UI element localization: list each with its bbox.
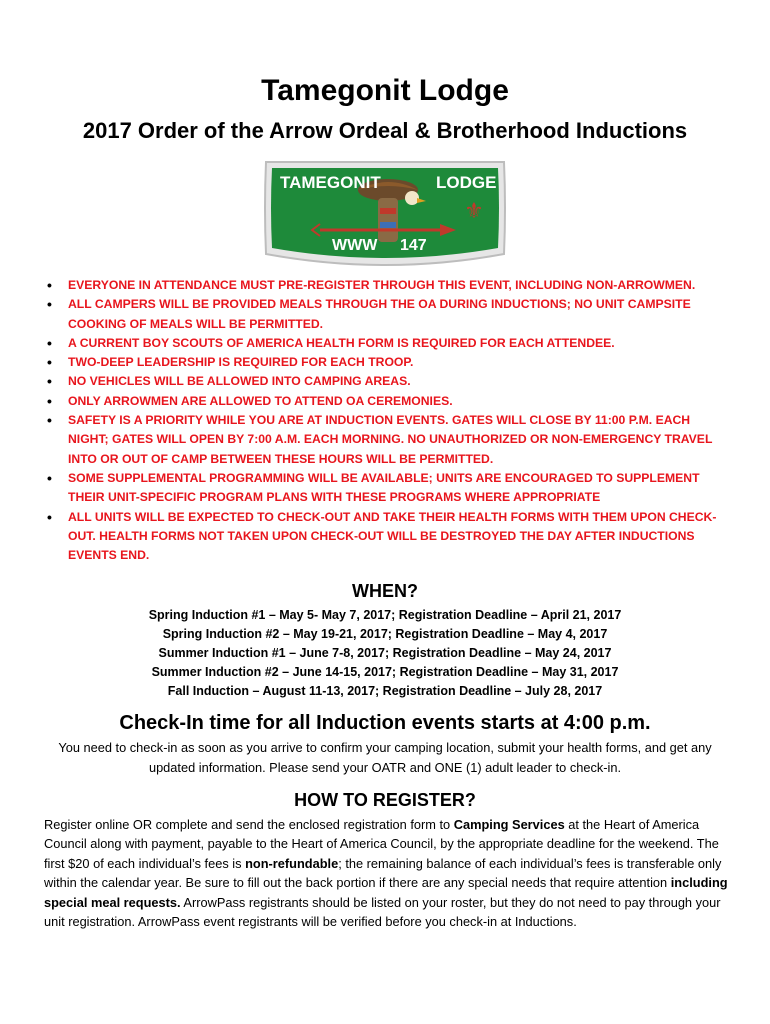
date-line: Summer Induction #2 – June 14-15, 2017; Registration Deadline – May 31, 2017 xyxy=(151,665,619,679)
rule-item: • ALL CAMPERS WILL BE PROVIDED MEALS THROUGH THE OA DURING INDUCTIONS; NO UNIT CAMPSITE COOKING OF MEALS WILL BE PERMITTED. xyxy=(44,295,734,334)
patch-bottom-left-text: WWW xyxy=(332,237,378,254)
document-subtitle: 2017 Order of the Arrow Ordeal & Brotherhood Inductions xyxy=(82,118,688,143)
camping-services-emphasis: Camping Services xyxy=(453,817,565,832)
checkin-heading: Check-In time for all Induction events starts at 4:00 p.m. xyxy=(119,712,651,734)
rule-item: • SAFETY IS A PRIORITY WHILE YOU ARE AT INDUCTION EVENTS. GATES WILL CLOSE BY 11:00 P.M. EACH NIGHT; GATES WILL OPEN BY 7:00 A.M. EACH MORNING. NO UNAUTHORIZED OR NON-EMERGENCY TRAVEL INTO OR OUT OF CAMP BETWEEN THESE HOURS WILL BE PERMITTED. xyxy=(44,411,734,469)
date-line: Spring Induction #2 – May 19-21, 2017; Registration Deadline – May 4, 2017 xyxy=(162,627,608,641)
patch-bottom-right-text: 147 xyxy=(400,237,427,254)
date-line: Summer Induction #1 – June 7-8, 2017; Registration Deadline – May 24, 2017 xyxy=(158,646,612,660)
register-paragraph xyxy=(44,815,734,931)
lodge-flap-patch xyxy=(260,158,510,270)
rule-item: • ONLY ARROWMEN ARE ALLOWED TO ATTEND OA CEREMONIES. xyxy=(44,392,734,411)
rule-item: • NO VEHICLES WILL BE ALLOWED INTO CAMPING AREAS. xyxy=(44,372,734,391)
register-text-1: Register online OR complete and send the enclosed registration form to xyxy=(44,817,454,832)
patch-graphic xyxy=(260,158,510,270)
register-text-2: at the Heart of America Council along with payment, payable to the Heart of America Council, by the appropriate deadline for the weekend. The first $20 of each individual’s fees is xyxy=(44,817,719,871)
non-refundable-emphasis: non-refundable xyxy=(245,855,339,871)
checkin-text: You need to check-in as soon as you arrive to confirm your camping location, submit your health forms, and get any updated information. Please send your OATR and ONE (1) adult leader to check-in. xyxy=(58,740,712,775)
date-line: Fall Induction – August 11-13, 2017; Registration Deadline – July 28, 2017 xyxy=(167,684,603,698)
register-heading: HOW TO REGISTER? xyxy=(294,790,476,810)
rule-item: • SOME SUPPLEMENTAL PROGRAMMING WILL BE AVAILABLE; UNITS ARE ENCOURAGED TO SUPPLEMENT THEIR UNIT-SPECIFIC PROGRAM PLANS WITH THESE PROGRAMS WHERE APPROPRIATE xyxy=(44,469,734,508)
register-text-4: ArrowPass registrants should be listed on your roster, but they do not need to pay through your unit registration. ArrowPass event registrants will be verified before you check-in at Inductions. xyxy=(44,894,721,930)
rule-item: • A CURRENT BOY SCOUTS OF AMERICA HEALTH FORM IS REQUIRED FOR EACH ATTENDEE. xyxy=(44,334,734,353)
register-text-3: ; the remaining balance of each individual’s fees is transferable only within the calendar year. Be sure to fill out the back portion if there are any special needs that require attention xyxy=(44,855,722,891)
date-line: Spring Induction #1 – May 5- May 7, 2017; Registration Deadline – April 21, 2017 xyxy=(148,608,622,622)
when-heading: WHEN? xyxy=(352,581,418,601)
rule-item: • EVERYONE IN ATTENDANCE MUST PRE-REGISTER THROUGH THIS EVENT, INCLUDING NON-ARROWMEN. xyxy=(44,276,734,295)
special-meals-emphasis: including special meal requests. xyxy=(44,875,728,910)
induction-dates xyxy=(0,606,770,701)
rule-item: • ALL UNITS WILL BE EXPECTED TO CHECK-OUT AND TAKE THEIR HEALTH FORMS WITH THEM UPON CHECK-OUT. HEALTH FORMS NOT TAKEN UPON CHECK-OUT WILL BE DESTROYED THE DAY AFTER INDUCTIONS EVENTS END. xyxy=(44,508,734,566)
patch-top-left-text: TAMEGONIT xyxy=(280,173,381,192)
rules-list xyxy=(44,276,734,565)
patch-top-right-text: LODGE xyxy=(436,173,497,192)
fleur-de-lis-icon: ⚜ xyxy=(464,199,484,224)
lodge-title: Tamegonit Lodge xyxy=(261,74,509,107)
rule-item: • TWO-DEEP LEADERSHIP IS REQUIRED FOR EACH TROOP. xyxy=(44,353,734,372)
